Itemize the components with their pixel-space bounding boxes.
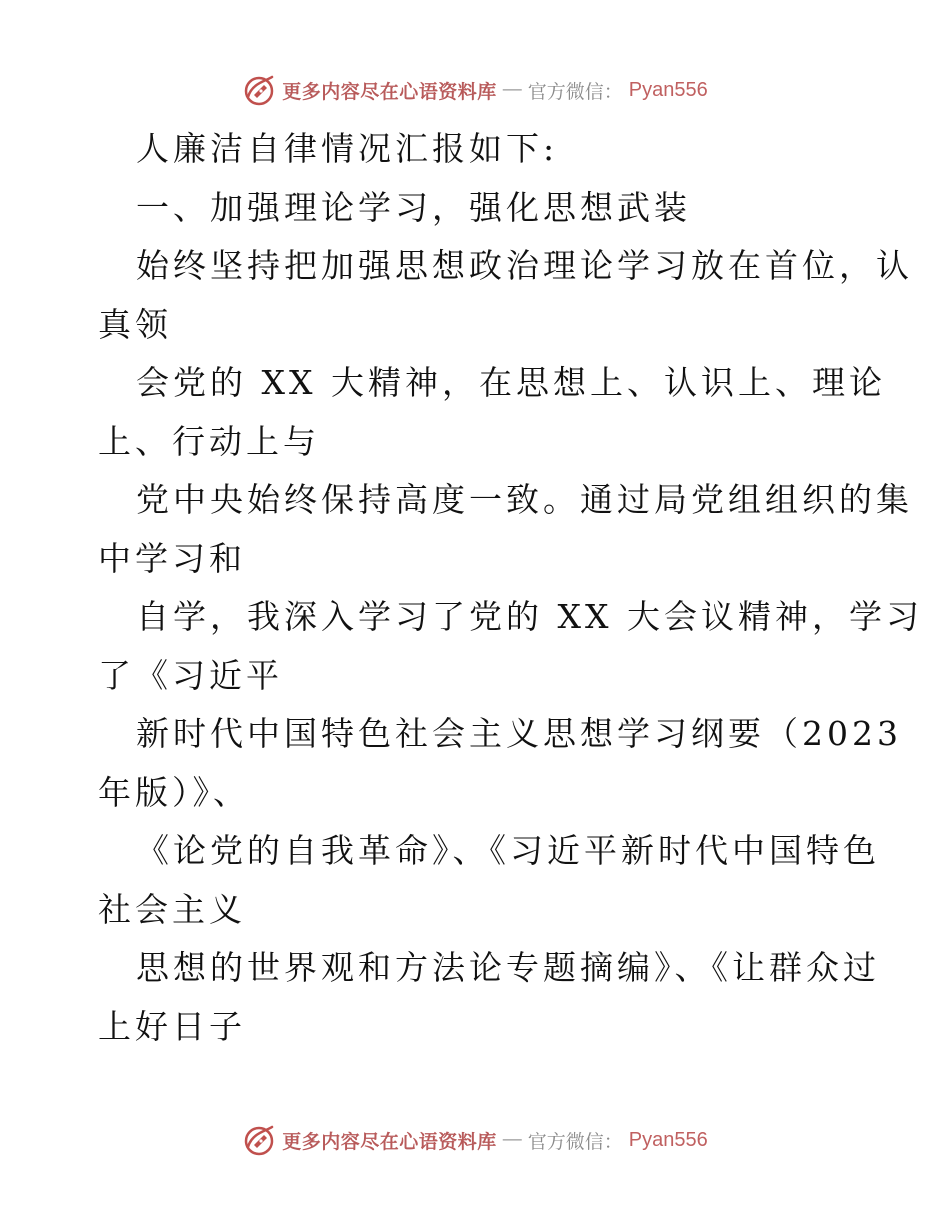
- text-line: 年版）》、: [98, 772, 250, 812]
- pen-nib-swirl-icon: [242, 1123, 276, 1157]
- text-line: 新时代中国特色社会主义思想学习纲要（2023: [136, 714, 902, 753]
- watermark-wechat-id: Pyan556: [628, 78, 708, 101]
- document-body: [98, 120, 923, 1056]
- text-line: 人廉洁自律情况汇报如下:: [136, 129, 559, 168]
- watermark-wechat-label: 官方微信：: [527, 1130, 623, 1153]
- text-line: 社会主义: [98, 889, 246, 929]
- header-watermark: [0, 70, 950, 110]
- pen-nib-swirl-icon: [242, 73, 276, 107]
- watermark-text: 更多内容尽在心语资料库: [282, 80, 497, 103]
- text-line: 上、行动上与: [98, 421, 320, 461]
- text-line: 真领: [98, 304, 172, 344]
- text-line: 始终坚持把加强思想政治理论学习放在首位，认: [136, 246, 913, 285]
- watermark-wechat-id: Pyan556: [628, 1128, 708, 1151]
- text-line: 会党的 XX 大精神，在思想上、认识上、理论: [136, 363, 886, 402]
- text-line: 自学，我深入学习了党的 XX 大会议精神，学习: [136, 597, 923, 636]
- watermark-separator: —: [502, 1129, 522, 1150]
- text-line: 一、加强理论学习，强化思想武装: [136, 187, 691, 227]
- text-line: 中学习和: [98, 538, 246, 578]
- watermark-separator: —: [502, 79, 522, 100]
- watermark-text: 更多内容尽在心语资料库: [282, 1130, 497, 1153]
- text-line: 党中央始终保持高度一致。通过局党组组织的集: [136, 480, 913, 519]
- footer-watermark: [0, 1120, 950, 1160]
- text-line: 上好日子: [98, 1006, 246, 1046]
- text-line: 了《习近平: [98, 655, 283, 695]
- text-line: 思想的世界观和方法论专题摘编》、《让群众过: [136, 948, 880, 987]
- watermark-wechat-label: 官方微信：: [527, 80, 623, 103]
- text-line: 《论党的自我革命》、《习近平新时代中国特色: [136, 831, 880, 870]
